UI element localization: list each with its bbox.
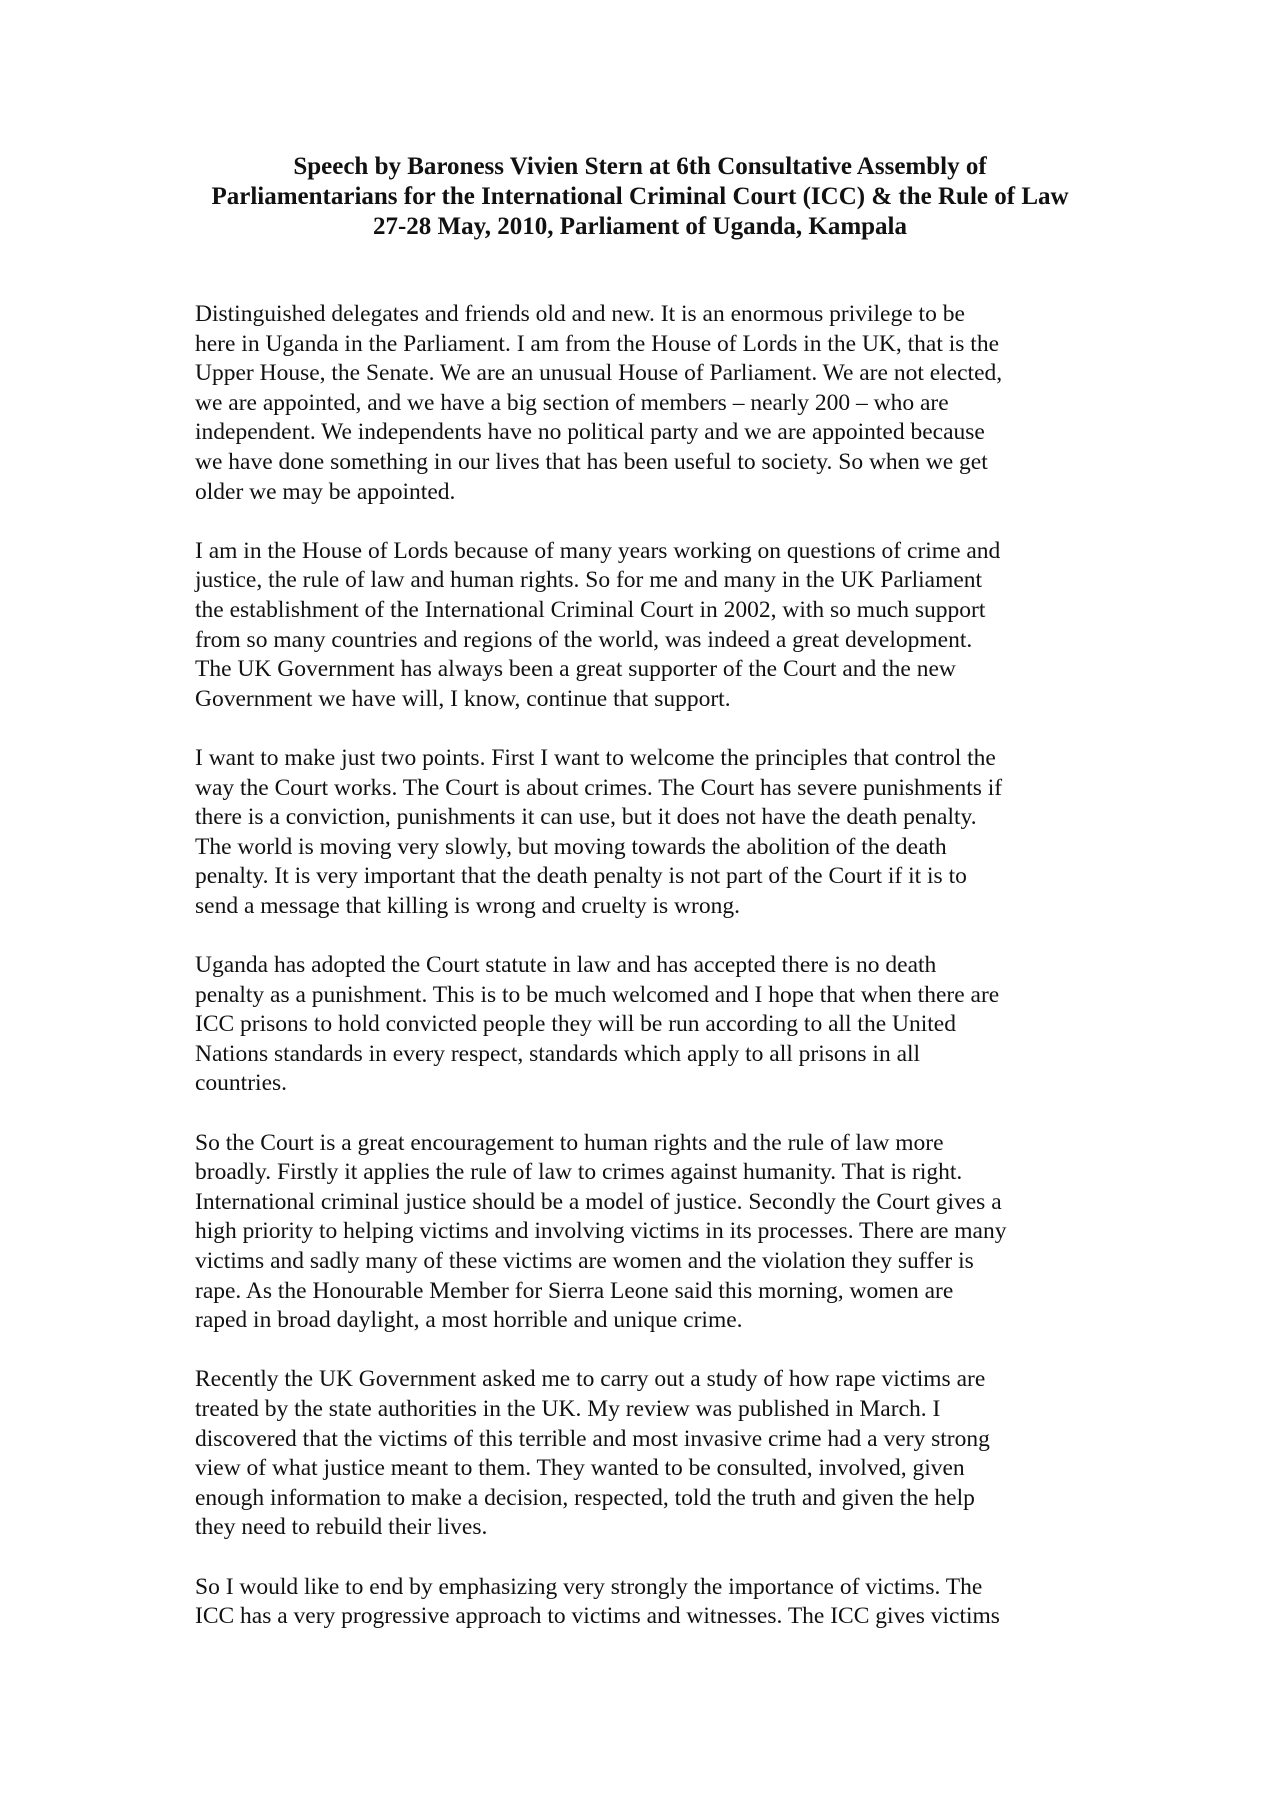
text-line: way the Court works. The Court is about crimes. The Court has severe punishments if — [195, 774, 1003, 801]
text-line: penalty. It is very important that the death penalty is not part of the Court if it is to — [195, 863, 967, 890]
text-line: there is a conviction, punishments it can use, but it does not have the death penalty. — [195, 804, 977, 831]
paragraph — [195, 1129, 1125, 1336]
text-line: Recently the UK Government asked me to carry out a study of how rape victims are — [195, 1366, 986, 1393]
title-line: Parliamentarians for the International Criminal Court (ICC) & the Rule of Law — [211, 183, 1069, 210]
text-line: treated by the state authorities in the UK. My review was published in March. I — [195, 1395, 941, 1422]
text-line: here in Uganda in the Parliament. I am from the House of Lords in the UK, that is the — [195, 330, 1000, 357]
text-line: So the Court is a great encouragement to human rights and the rule of law more — [195, 1129, 944, 1156]
text-line: from so many countries and regions of the world, was indeed a great development. — [195, 626, 973, 653]
text-line: older we may be appointed. — [195, 478, 456, 505]
text-line: countries. — [195, 1070, 288, 1097]
text-line: ICC prisons to hold convicted people they will be run according to all the United — [195, 1011, 956, 1038]
text-line: high priority to helping victims and involving victims in its processes. There are many — [195, 1218, 1007, 1245]
paragraph — [195, 537, 1125, 715]
text-line: I am in the House of Lords because of many years working on questions of crime and — [195, 537, 1001, 564]
text-line: send a message that killing is wrong and cruelty is wrong. — [195, 892, 740, 919]
text-line: independent. We independents have no political party and we are appointed because — [195, 419, 985, 446]
text-line: Distinguished delegates and friends old and new. It is an enormous privilege to be — [195, 301, 965, 327]
text-line: discovered that the victims of this terrible and most invasive crime had a very strong — [195, 1425, 990, 1452]
paragraph — [195, 1573, 1125, 1632]
title-line: 27-28 May, 2010, Parliament of Uganda, Kampala — [372, 213, 907, 240]
text-line: we have done something in our lives that has been useful to society. So when we get — [195, 448, 988, 475]
text-line: broadly. Firstly it applies the rule of law to crimes against humanity. That is right. — [195, 1159, 963, 1186]
text-line: The UK Government has always been a great supporter of the Court and the new — [195, 656, 956, 683]
text-line: Uganda has adopted the Court statute in law and has accepted there is no death — [195, 952, 937, 979]
text-line: ICC has a very progressive approach to victims and witnesses. The ICC gives victims — [195, 1603, 1000, 1630]
text-line: International criminal justice should be a model of justice. Secondly the Court gives a — [195, 1188, 1002, 1215]
text-line: victims and sadly many of these victims are women and the violation they suffer is — [195, 1248, 974, 1274]
text-line: The world is moving very slowly, but moving towards the abolition of the death — [195, 833, 947, 860]
text-line: So I would like to end by emphasizing very strongly the importance of victims. The — [195, 1573, 983, 1600]
title-line: Speech by Baroness Vivien Stern at 6th Consultative Assembly of — [293, 153, 987, 180]
text-line: raped in broad daylight, a most horrible and unique crime. — [195, 1307, 743, 1334]
document-title — [160, 152, 1120, 242]
text-line: justice, the rule of law and human rights. So for me and many in the UK Parliament — [195, 567, 983, 594]
text-line: the establishment of the International Criminal Court in 2002, with so much support — [195, 596, 986, 623]
text-line: view of what justice meant to them. They wanted to be consulted, involved, given — [195, 1455, 965, 1482]
text-line: I want to make just two points. First I want to welcome the principles that control the — [195, 744, 996, 771]
paragraph — [195, 744, 1125, 922]
text-line: Upper House, the Senate. We are an unusual House of Parliament. We are not elected, — [195, 360, 1003, 387]
text-line: enough information to make a decision, respected, told the truth and given the help — [195, 1484, 975, 1511]
paragraph — [195, 1365, 1125, 1543]
text-line: Nations standards in every respect, standards which apply to all prisons in all — [195, 1040, 921, 1067]
text-line: penalty as a punishment. This is to be much welcomed and I hope that when there are — [195, 981, 1000, 1008]
paragraph — [195, 951, 1125, 1099]
paragraph — [195, 300, 1125, 507]
text-line: rape. As the Honourable Member for Sierra Leone said this morning, women are — [195, 1277, 954, 1304]
document-body — [195, 300, 1125, 1661]
text-line: they need to rebuild their lives. — [195, 1514, 488, 1541]
text-line: Government we have will, I know, continue that support. — [195, 685, 731, 712]
text-line: we are appointed, and we have a big section of members – nearly 200 – who are — [195, 389, 949, 416]
